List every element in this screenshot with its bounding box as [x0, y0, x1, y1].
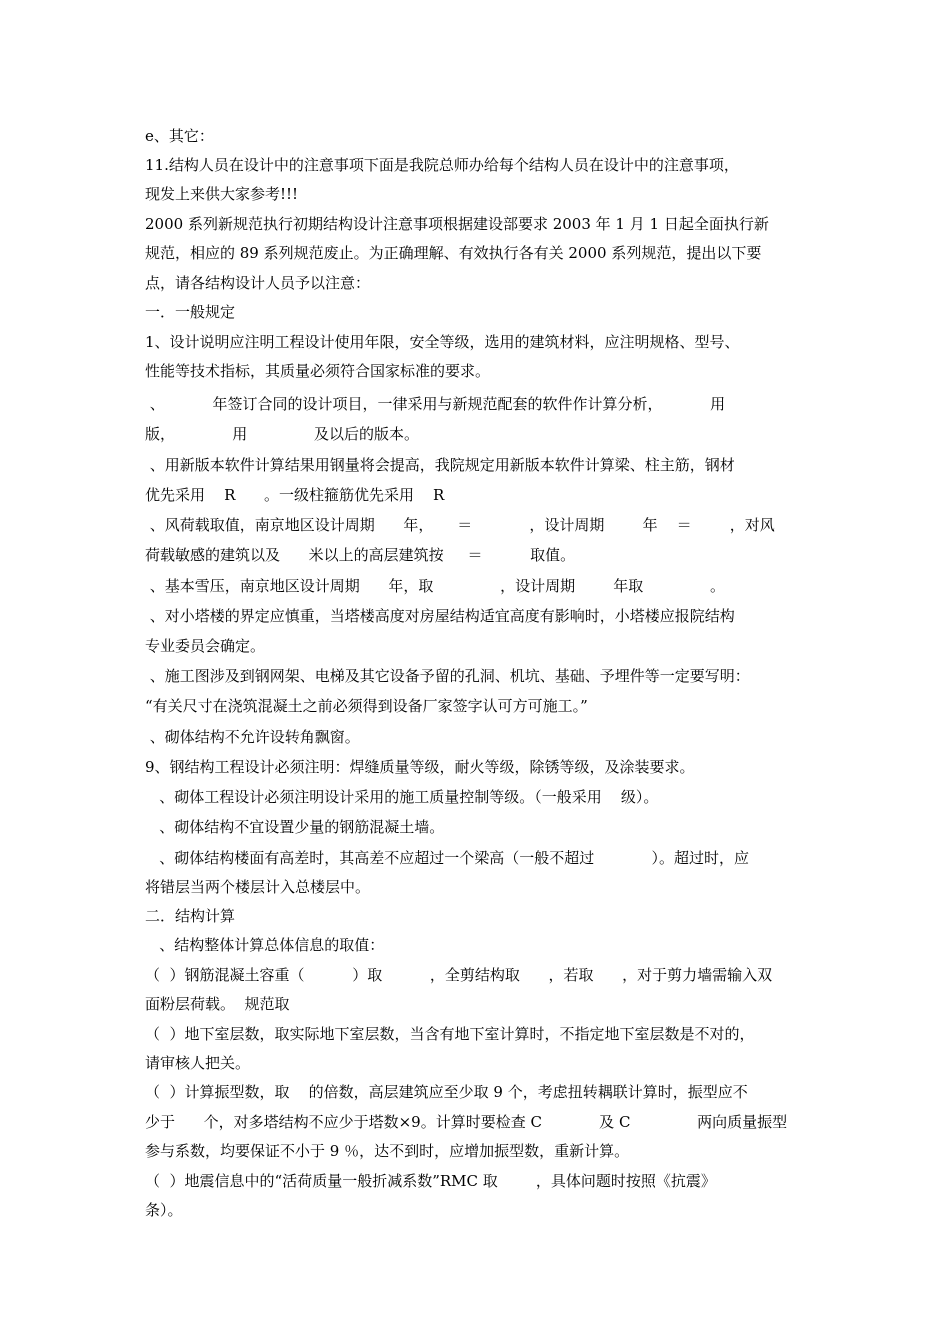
- text-line: （ ）计算振型数，取 的倍数，高层建筑应至少取 9 个，考虑扭转耦联计算时，振型应不: [145, 1083, 748, 1101]
- section-heading: 二．结构计算: [145, 907, 236, 925]
- text-line: 点，请各结构设计人员予以注意：: [145, 274, 371, 292]
- text-line: 规范，相应的 89 系列规范废止。为正确理解、有效执行各有关 2000 系列规范，提出以下要: [145, 244, 762, 262]
- text-line: 性能等技术指标，其质量必须符合国家标准的要求。: [145, 362, 491, 380]
- text-line: 9、钢结构工程设计必须注明：焊缝质量等级，耐火等级，除锈等级，及涂装要求。: [145, 758, 695, 776]
- text-line: （ ）地震信息中的“活荷质量一般折减系数”RMC 取 ，具体问题时按照《抗震》: [145, 1172, 716, 1190]
- text-line: 、施工图涉及到钢网架、电梯及其它设备予留的孔洞、机坑、基础、予埋件等一定要写明：: [145, 667, 750, 685]
- text-line: “有关尺寸在浇筑混凝土之前必须得到设备厂家签字认可方可施工。”: [145, 697, 588, 715]
- text-line: 、砌体结构楼面有高差时，其高差不应超过一个梁高（一般不超过 ）。超过时，应: [145, 849, 750, 867]
- text-line: 、基本雪压，南京地区设计周期 年，取 ，设计周期 年取 。: [145, 577, 726, 595]
- text-line: 、风荷载取值，南京地区设计周期 年， ＝ ，设计周期 年 ＝ ，对风: [145, 516, 775, 534]
- text-line: 、砌体结构不允许设转角飘窗。: [145, 728, 360, 746]
- text-line: 面粉层荷载。 规范取: [145, 995, 290, 1013]
- text-line: 、结构整体计算总体信息的取值：: [145, 936, 385, 954]
- text-line: 现发上来供大家参考!!!: [145, 185, 299, 203]
- text-line: 11.结构人员在设计中的注意事项下面是我院总师办给每个结构人员在设计中的注意事项，: [145, 156, 739, 174]
- text-line: 专业委员会确定。: [145, 637, 266, 655]
- text-line: （ ）钢筋混凝土容重（ ）取 ，全剪结构取 ，若取 ，对于剪力墙需输入双: [145, 966, 773, 984]
- text-line: 优先采用 R 。一级柱箍筋优先采用 R: [145, 486, 445, 504]
- text-line: 参与系数，均要保证不小于 9 ％，达不到时，应增加振型数，重新计算。: [145, 1142, 630, 1160]
- text-line: 、用新版本软件计算结果用钢量将会提高，我院规定用新版本软件计算梁、柱主筋，钢材: [145, 456, 735, 474]
- text-line: 将错层当两个楼层计入总楼层中。: [145, 878, 371, 896]
- text-line: 少于 个，对多塔结构不应少于塔数×9。计算时要检查 C 及 C 两向质量振型: [145, 1113, 788, 1131]
- text-line: 荷载敏感的建筑以及 米以上的高层建筑按 ＝ 取值。: [145, 546, 576, 564]
- text-line: （ ）地下室层数，取实际地下室层数，当含有地下室计算时，不指定地下室层数是不对的，: [145, 1025, 755, 1043]
- text-line: 1、设计说明应注明工程设计使用年限，安全等级，选用的建筑材料，应注明规格、型号、: [145, 333, 740, 351]
- text-line: 版， 用 及以后的版本。: [145, 425, 419, 443]
- text-line: 、 年签订合同的设计项目，一律采用与新规范配套的软件作计算分析， 用: [145, 395, 726, 413]
- text-line: 、对小塔楼的界定应慎重，当塔楼高度对房屋结构适宜高度有影响时，小塔楼应报院结构: [145, 607, 735, 625]
- text-line: 、砌体结构不宜设置少量的钢筋混凝土墙。: [145, 818, 445, 836]
- text-line: 条）。: [145, 1201, 183, 1219]
- section-heading: 一．一般规定: [145, 303, 236, 321]
- text-line: e、其它：: [145, 127, 214, 145]
- text-line: 、砌体工程设计必须注明设计采用的施工质量控制等级。（一般采用 级）。: [145, 788, 659, 806]
- text-line: 请审核人把关。: [145, 1054, 251, 1072]
- text-line: 2000 系列新规范执行初期结构设计注意事项根据建设部要求 2003 年 1 月 1 日起全面执行新: [145, 215, 769, 233]
